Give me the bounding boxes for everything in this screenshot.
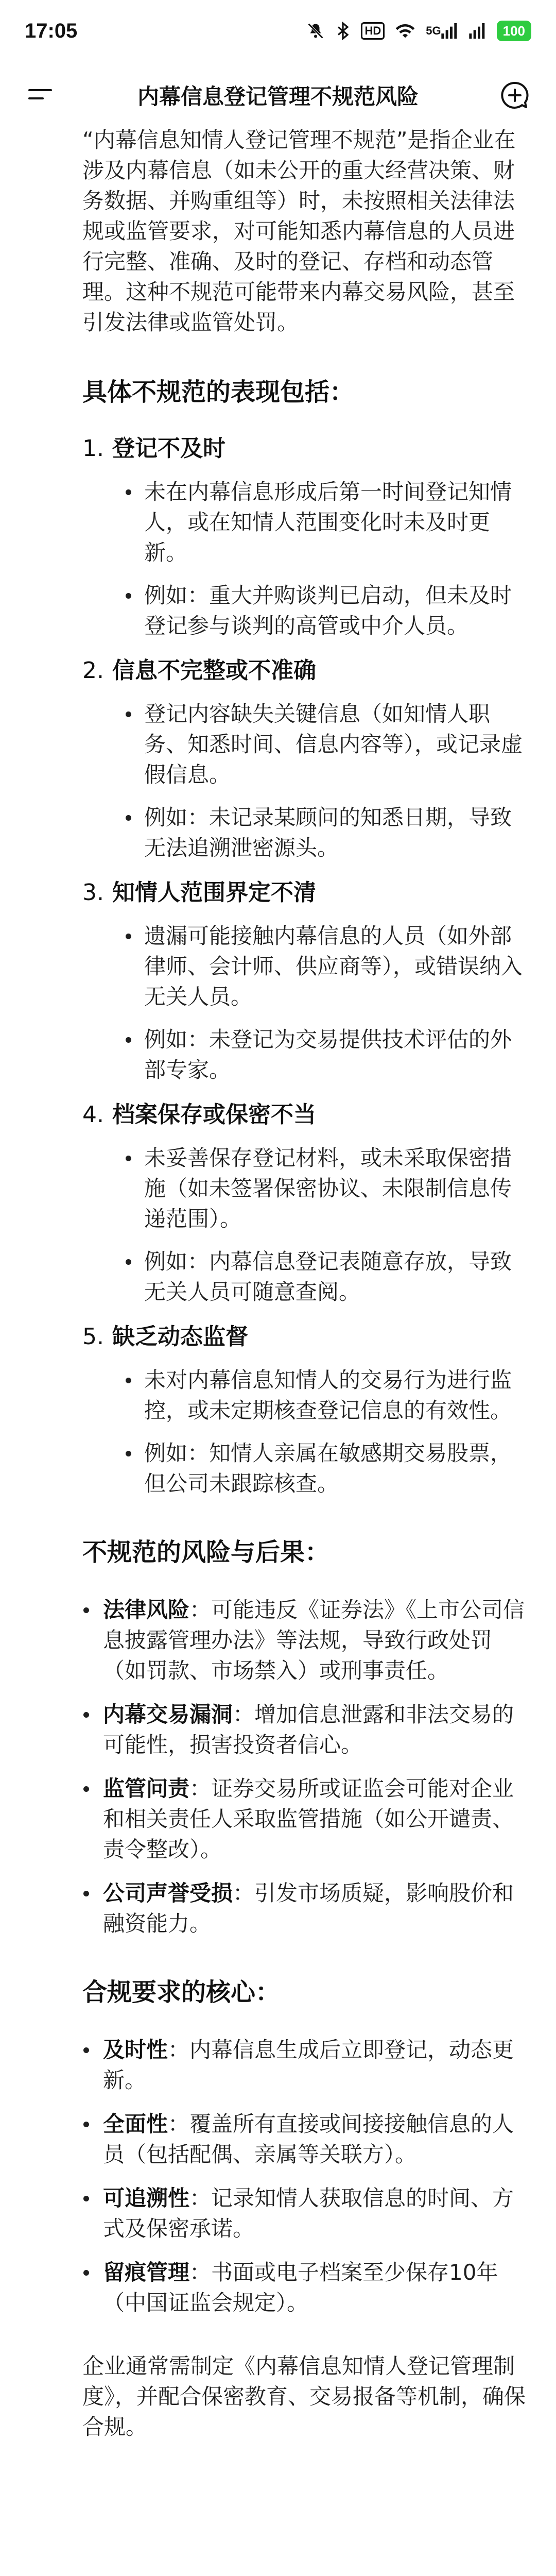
list-item: 登记内容缺失关键信息（如知情人职务、知悉时间、信息内容等），或记录虚假信息。	[82, 699, 528, 790]
item-title: 登记不及时	[112, 435, 225, 462]
message-content	[82, 125, 528, 2442]
wifi-icon	[395, 22, 415, 40]
list-item: 5. 缺乏动态监督 未对内幕信息知情人的交易行为进行监控，或未定期核查登记信息的有效性。 例如：知情人亲属在敏感期交易股票，但公司未跟踪核查。	[82, 1321, 528, 1499]
bell-off-icon	[306, 22, 325, 40]
list-item: 未在内幕信息形成后第一时间登记知情人，或在知情人范围变化时未及时更新。	[82, 477, 528, 568]
list-item: 3. 知情人范围界定不清 遗漏可能接触内幕信息的人员（如外部律师、会计师、供应商等），或错误纳入无关人员。 例如：未登记为交易提供技术评估的外部专家。	[82, 877, 528, 1085]
list-item: 内幕交易漏洞：增加信息泄露和非法交易的可能性，损害投资者信心。	[82, 1699, 528, 1760]
list-item: 遗漏可能接触内幕信息的人员（如外部律师、会计师、供应商等），或错误纳入无关人员。	[82, 921, 528, 1012]
item-label: 监管问责	[103, 1776, 190, 1801]
list-item: 例如：未记录某顾问的知悉日期，导致无法追溯泄密源头。	[82, 802, 528, 863]
menu-button[interactable]	[21, 75, 62, 116]
list-item: 可追溯性：记录知情人获取信息的时间、方式及保密承诺。	[82, 2183, 528, 2244]
list-item: 全面性：覆盖所有直接或间接接触信息的人员（包括配偶、亲属等关联方）。	[82, 2109, 528, 2170]
item-label: 法律风险	[103, 1597, 190, 1622]
list-item: 2. 信息不完整或不准确 登记内容缺失关键信息（如知情人职务、知悉时间、信息内容等），或记录虚假信息。 例如：未记录某顾问的知悉日期，导致无法追溯泄密源头。	[82, 655, 528, 863]
compliance-heading: 合规要求的核心：	[82, 1978, 281, 2007]
manifestations-list	[82, 433, 528, 1499]
item-label: 可追溯性	[103, 2185, 190, 2211]
risks-list	[82, 1595, 528, 1939]
hd-badge: HD	[361, 22, 385, 40]
app-bar	[0, 62, 556, 129]
item-label: 全面性	[103, 2111, 168, 2137]
item-label: 公司声誉受损	[103, 1880, 233, 1906]
page-title: 内幕信息登记管理不规范风险	[137, 84, 419, 109]
manifestations-heading: 具体不规范的表现包括：	[82, 378, 355, 406]
list-item: 1. 登记不及时 未在内幕信息形成后第一时间登记知情人，或在知情人范围变化时未及时更新。 例如：重大并购谈判已启动，但未及时登记参与谈判的高管或中介人员。	[82, 433, 528, 641]
item-title: 信息不完整或不准确	[112, 657, 316, 684]
signal-icon-2	[469, 23, 486, 39]
bluetooth-icon	[335, 22, 351, 40]
item-title: 知情人范围界定不清	[112, 879, 316, 906]
status-bar	[0, 0, 556, 62]
item-label: 留痕管理	[103, 2260, 190, 2285]
compliance-list	[82, 2035, 528, 2318]
menu-icon	[27, 85, 55, 106]
list-item: 例如：知情人亲属在敏感期交易股票，但公司未跟踪核查。	[82, 1438, 528, 1499]
conclusion-paragraph: 企业通常需制定《内幕信息知情人登记管理制度》，并配合保密教育、交易报备等机制，确保合规。	[82, 2353, 526, 2439]
battery-indicator: 100	[497, 21, 531, 41]
item-title: 缺乏动态监督	[112, 1324, 248, 1350]
new-chat-icon	[499, 80, 530, 111]
item-title: 档案保存或保密不当	[112, 1101, 316, 1128]
new-chat-button[interactable]	[494, 75, 535, 116]
list-item: 留痕管理：书面或电子档案至少保存10年（中国证监会规定）。	[82, 2257, 528, 2318]
signal-icon	[426, 23, 458, 39]
list-item: 法律风险：可能违反《证券法》《上市公司信息披露管理办法》等法规，导致行政处罚（如罚款、市场禁入）或刑事责任。	[82, 1595, 528, 1686]
item-label: 及时性	[103, 2037, 168, 2062]
risks-heading: 不规范的风险与后果：	[82, 1538, 330, 1567]
list-item: 4. 档案保存或保密不当 未妥善保存登记材料，或未采取保密措施（如未签署保密协议、未限制信息传递范围）。 例如：内幕信息登记表随意存放，导致无关人员可随意查阅。	[82, 1099, 528, 1307]
network-label: 5G	[426, 24, 441, 37]
list-item: 未妥善保存登记材料，或未采取保密措施（如未签署保密协议、未限制信息传递范围）。	[82, 1143, 528, 1234]
item-label: 内幕交易漏洞	[103, 1702, 233, 1727]
list-item: 监管问责：证券交易所或证监会可能对企业和相关责任人采取监管措施（如公开谴责、责令整改）。	[82, 1773, 528, 1865]
intro-paragraph: “内幕信息知情人登记管理不规范”是指企业在涉及内幕信息（如未公开的重大经营决策、财务数据、并购重组等）时，未按照相关法律法规或监管要求，对可能知悉内幕信息的人员进行完整、准确、及时的登记、存档和动态管理。这种不规范可能带来内幕交易风险，甚至引发法律或监管处罚。	[82, 127, 516, 335]
list-item: 例如：内幕信息登记表随意存放，导致无关人员可随意查阅。	[82, 1246, 528, 1307]
list-item: 例如：重大并购谈判已启动，但未及时登记参与谈判的高管或中介人员。	[82, 580, 528, 641]
list-item: 例如：未登记为交易提供技术评估的外部专家。	[82, 1024, 528, 1085]
list-item: 及时性：内幕信息生成后立即登记，动态更新。	[82, 2035, 528, 2095]
list-item: 公司声誉受损：引发市场质疑，影响股价和融资能力。	[82, 1878, 528, 1939]
list-item: 未对内幕信息知情人的交易行为进行监控，或未定期核查登记信息的有效性。	[82, 1365, 528, 1426]
status-time: 17:05	[25, 19, 78, 42]
status-icons	[306, 21, 531, 41]
